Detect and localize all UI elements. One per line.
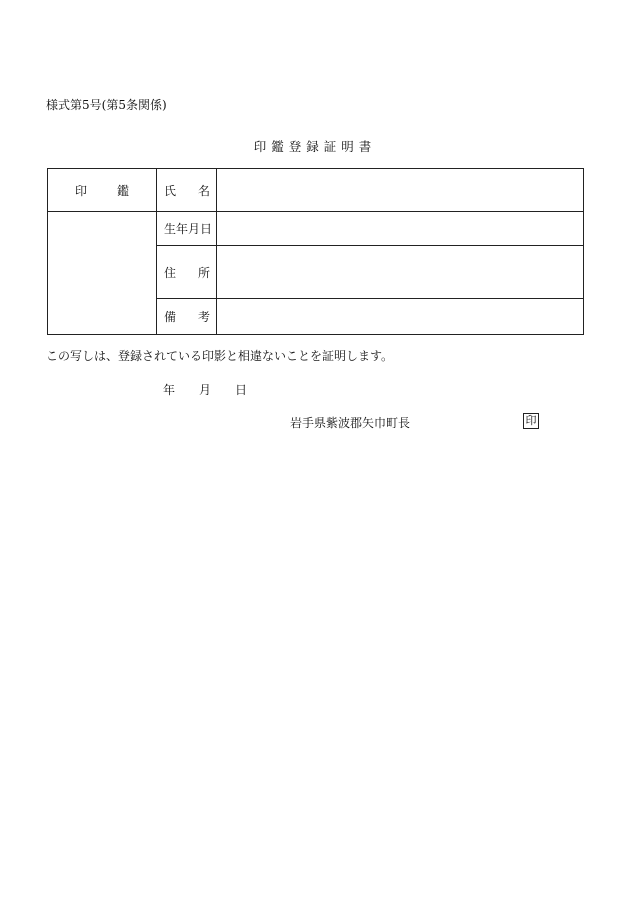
name-value-cell <box>217 169 584 212</box>
notes-label-char-2: 考 <box>197 310 210 324</box>
year-label: 年 <box>163 383 176 397</box>
month-label: 月 <box>199 383 212 397</box>
seal-header-char-2: 鑑 <box>117 183 130 198</box>
seal-header-cell <box>48 169 157 212</box>
notes-label-cell <box>157 299 217 335</box>
seal-header-char-1: 印 <box>74 183 87 198</box>
official-seal-mark: 印 <box>523 413 539 429</box>
address-label-char-1: 住 <box>164 265 177 280</box>
name-label-cell <box>157 169 217 212</box>
name-label-char-2: 名 <box>197 183 210 198</box>
birthdate-label: 生年月日 <box>164 222 213 236</box>
birthdate-label-cell <box>157 212 217 246</box>
certificate-table <box>47 168 584 335</box>
address-value-cell <box>217 246 584 299</box>
document-title: 印鑑登録証明書 <box>253 139 377 154</box>
address-label-char-2: 所 <box>197 265 210 280</box>
day-label: 日 <box>235 383 248 397</box>
address-label-cell <box>157 246 217 299</box>
name-label-char-1: 氏 <box>164 183 177 198</box>
issuer-name: 岩手県紫波郡矢巾町長 <box>290 416 411 430</box>
birthdate-row <box>48 212 584 246</box>
date-line <box>163 381 247 398</box>
form-number: 様式第5号(第5条関係) <box>46 98 167 112</box>
name-row <box>48 169 584 212</box>
birthdate-value-cell <box>217 212 584 246</box>
notes-value-cell <box>217 299 584 335</box>
seal-impression-cell <box>48 212 157 335</box>
notes-label-char-1: 備 <box>164 310 177 324</box>
certification-text: この写しは、登録されている印影と相違ないことを証明します。 <box>46 349 394 363</box>
